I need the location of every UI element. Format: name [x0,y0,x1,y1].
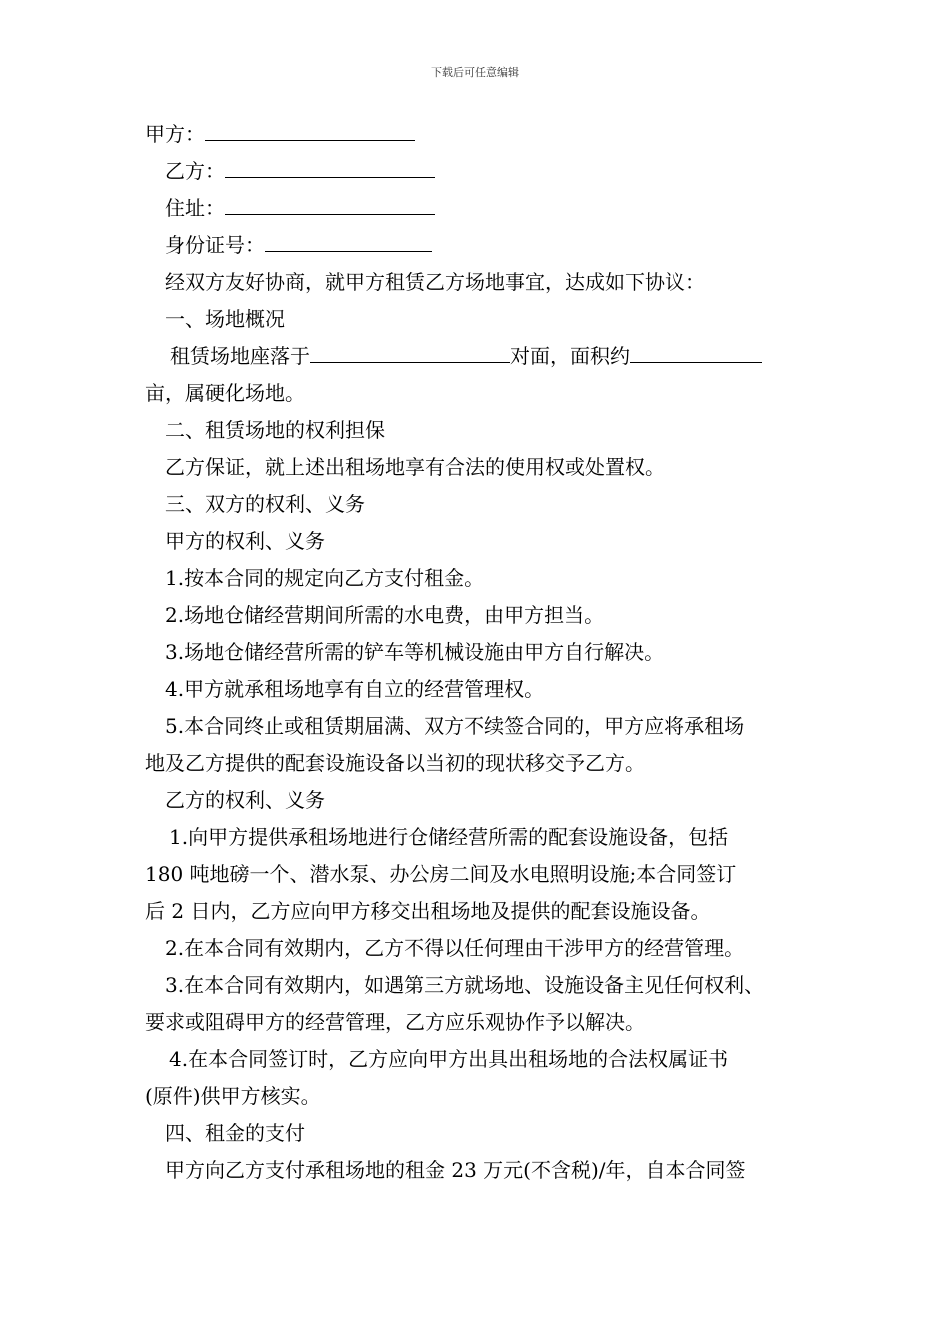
section-2-title: 二、租赁场地的权利担保 [165,418,385,442]
party-b-item-1-line-1: 1.向甲方提供承租场地进行仓储经营所需的配套设施设备，包括 [169,825,729,849]
location-label: 租赁场地座落于 [170,344,310,368]
party-b-blank [225,153,435,178]
party-a-label: 甲方： [145,122,205,146]
section-1-paragraph-line-1 [145,338,815,375]
party-b-item-2: 2.在本合同有效期内，乙方不得以任何理由干涉甲方的经营管理。 [165,936,745,960]
section-4-paragraph-line-1: 甲方向乙方支付承租场地的租金 23 万元(不含税)/年，自本合同签 [165,1158,746,1182]
contract-body [145,116,815,1189]
party-b-item-3-line-1: 3.在本合同有效期内，如遇第三方就场地、设施设备主见任何权利、 [165,973,765,997]
party-b-item-3-line-2: 要求或阻碍甲方的经营管理，乙方应乐观协作予以解决。 [145,1010,645,1034]
id-number-label: 身份证号： [165,233,265,257]
party-b-item-1-line-3: 后 2 日内，乙方应向甲方移交出租场地及提供的配套设施设备。 [145,899,711,923]
party-a-item-4: 4.甲方就承租场地享有自立的经营管理权。 [165,677,545,701]
party-a-blank [205,116,415,141]
section-4-title: 四、租金的支付 [165,1121,305,1145]
party-a-item-1: 1.按本合同的规定向乙方支付租金。 [165,566,485,590]
party-a-rights-title: 甲方的权利、义务 [165,529,325,553]
section-3-title: 三、双方的权利、义务 [165,492,365,516]
party-b-item-1-line-2: 180 吨地磅一个、潜水泵、办公房二间及水电照明设施;本合同签订 [145,862,737,886]
area-blank [630,338,762,363]
address-blank [225,190,435,215]
party-a-item-5-line-1: 5.本合同终止或租赁期届满、双方不续签合同的，甲方应将承租场 [165,714,745,738]
intro-paragraph: 经双方友好协商，就甲方租赁乙方场地事宜，达成如下协议： [165,270,705,294]
section-1-paragraph-line-2: 亩，属硬化场地。 [145,381,305,405]
party-b-line [145,153,815,190]
party-b-item-4-line-1: 4.在本合同签订时，乙方应向甲方出具出租场地的合法权属证书 [169,1047,729,1071]
location-blank [310,338,510,363]
section-1-title: 一、场地概况 [165,307,285,331]
id-number-blank [265,227,432,252]
area-label: 对面，面积约 [510,344,630,368]
address-label: 住址： [165,196,225,220]
party-b-label: 乙方： [165,159,225,183]
party-a-line [145,116,815,153]
party-b-rights-title: 乙方的权利、义务 [165,788,325,812]
address-line [145,190,815,227]
party-a-item-3: 3.场地仓储经营所需的铲车等机械设施由甲方自行解决。 [165,640,665,664]
id-number-line [145,227,815,264]
section-2-paragraph: 乙方保证，就上述出租场地享有合法的使用权或处置权。 [165,455,665,479]
party-b-item-4-line-2: (原件)供甲方核实。 [145,1084,321,1108]
party-a-item-2: 2.场地仓储经营期间所需的水电费，由甲方担当。 [165,603,605,627]
party-a-item-5-line-2: 地及乙方提供的配套设施设备以当初的现状移交予乙方。 [145,751,645,775]
page-header: 下载后可任意编辑 [431,66,519,79]
